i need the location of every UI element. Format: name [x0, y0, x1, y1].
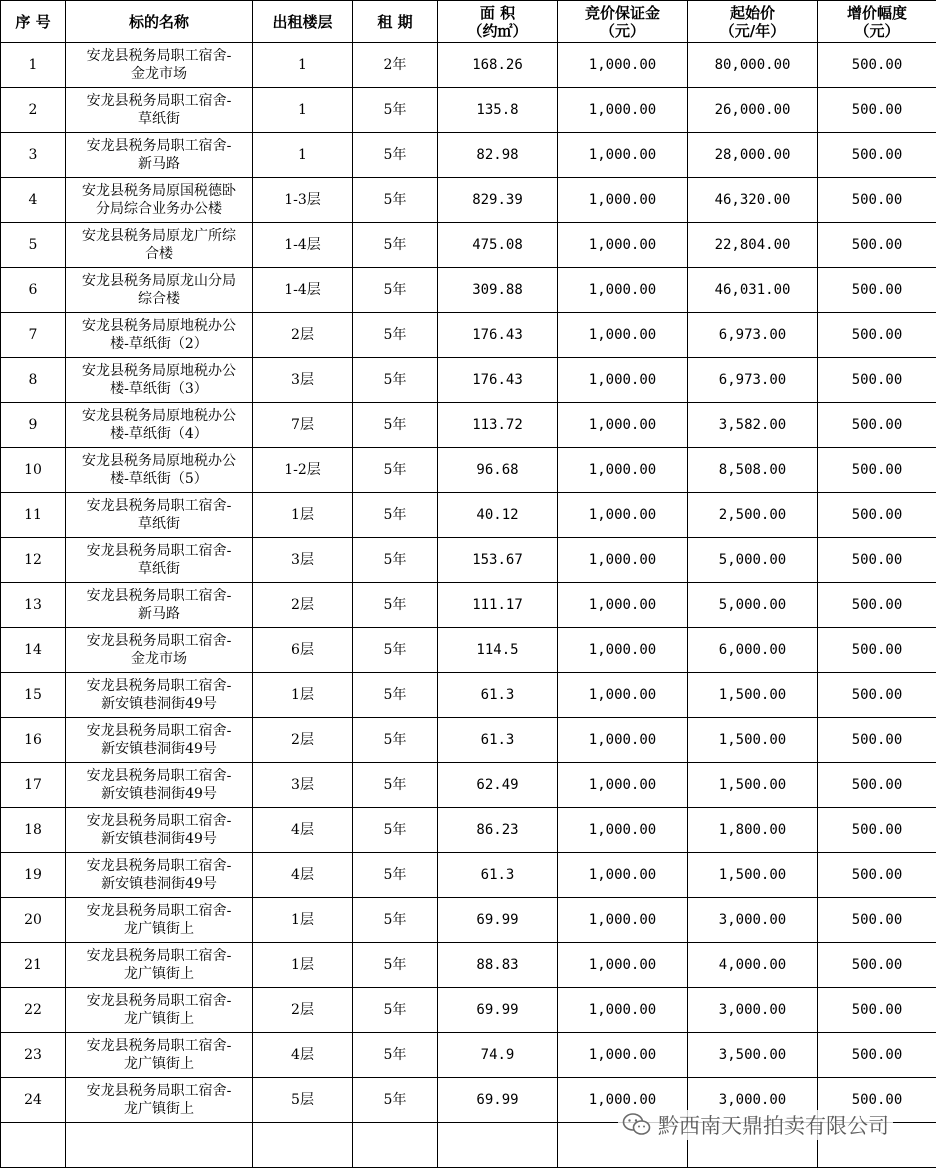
cell-term: 5年	[353, 583, 438, 628]
table-row	[1, 1033, 936, 1078]
header-start-line1: 起始价	[730, 4, 775, 22]
cell-name	[66, 898, 253, 943]
watermark-text: 黔西南天鼎拍卖有限公司	[658, 1110, 889, 1140]
cell-term: 5年	[353, 313, 438, 358]
header-floor: 出租楼层	[253, 1, 353, 43]
cell-start-price: 28,000.00	[688, 133, 818, 178]
cell-term: 5年	[353, 808, 438, 853]
lot-name-line1: 安龙县税务局职工宿舍-	[87, 813, 232, 829]
cell-deposit: 1,000.00	[558, 223, 688, 268]
lot-name-line1: 安龙县税务局职工宿舍-	[87, 498, 232, 514]
cell-increment: 500.00	[818, 898, 936, 943]
cell-deposit: 1,000.00	[558, 43, 688, 88]
header-seq: 序 号	[1, 1, 66, 43]
cell-increment: 500.00	[818, 718, 936, 763]
lot-name-line1: 安龙县税务局职工宿舍-	[87, 633, 232, 649]
cell-seq: 8	[1, 358, 66, 403]
cell-area: 168.26	[438, 43, 558, 88]
cell-name	[66, 448, 253, 493]
cell-name	[66, 1078, 253, 1123]
cell-seq: 12	[1, 538, 66, 583]
header-deposit-line2: （元）	[600, 22, 645, 40]
cell-increment: 500.00	[818, 178, 936, 223]
cell-seq: 20	[1, 898, 66, 943]
cell-deposit: 1,000.00	[558, 88, 688, 133]
lot-name-line2: 楼-草纸街（4）	[110, 426, 208, 442]
cell-deposit: 1,000.00	[558, 268, 688, 313]
cell-name	[66, 583, 253, 628]
table-row	[1, 898, 936, 943]
cell-seq: 2	[1, 88, 66, 133]
lot-name-line1: 安龙县税务局原国税德卧	[82, 183, 236, 199]
cell-seq: 5	[1, 223, 66, 268]
cell-floor: 6层	[253, 628, 353, 673]
cell-area: 69.99	[438, 1078, 558, 1123]
header-deposit-line1: 竞价保证金	[585, 4, 660, 22]
cell-term: 5年	[353, 133, 438, 178]
header-name: 标的名称	[66, 1, 253, 43]
header-area	[438, 1, 558, 43]
cell-start-price: 3,582.00	[688, 403, 818, 448]
cell-seq: 24	[1, 1078, 66, 1123]
cell-floor: 4层	[253, 853, 353, 898]
cell-name	[66, 403, 253, 448]
cell-name	[66, 628, 253, 673]
header-start-price	[688, 1, 818, 43]
cell-term: 2年	[353, 43, 438, 88]
lot-name-line1: 安龙县税务局职工宿舍-	[87, 93, 232, 109]
cell-area: 114.5	[438, 628, 558, 673]
table-row	[1, 673, 936, 718]
cell-deposit: 1,000.00	[558, 358, 688, 403]
header-increment	[818, 1, 936, 43]
lot-name-line2: 楼-草纸街（5）	[110, 471, 208, 487]
cell-name	[66, 268, 253, 313]
cell-name	[66, 1033, 253, 1078]
cell-deposit: 1,000.00	[558, 1078, 688, 1123]
cell-area: 309.88	[438, 268, 558, 313]
lot-name-line1: 安龙县税务局原地税办公	[82, 453, 236, 469]
cell-name	[66, 808, 253, 853]
cell-deposit: 1,000.00	[558, 898, 688, 943]
cell-deposit: 1,000.00	[558, 448, 688, 493]
lot-name-line1: 安龙县税务局职工宿舍-	[87, 723, 232, 739]
cell-increment: 500.00	[818, 448, 936, 493]
table-row	[1, 493, 936, 538]
cell-floor: 1层	[253, 943, 353, 988]
cell-name	[66, 43, 253, 88]
lot-name-line1: 安龙县税务局职工宿舍-	[87, 588, 232, 604]
cell-area: 153.67	[438, 538, 558, 583]
cell-increment: 500.00	[818, 1033, 936, 1078]
table-row	[1, 88, 936, 133]
cell-term: 5年	[353, 448, 438, 493]
header-inc-line1: 增价幅度	[847, 4, 907, 22]
lot-name-line1: 安龙县税务局原地税办公	[82, 318, 236, 334]
cell-start-price: 1,500.00	[688, 763, 818, 808]
cell-deposit: 1,000.00	[558, 403, 688, 448]
cell-name	[66, 133, 253, 178]
lot-name-line2: 金龙市场	[131, 66, 187, 82]
lot-name-line1: 安龙县税务局原地税办公	[82, 408, 236, 424]
cell-start-price: 26,000.00	[688, 88, 818, 133]
cell-area: 40.12	[438, 493, 558, 538]
cell-deposit: 1,000.00	[558, 538, 688, 583]
cell-deposit: 1,000.00	[558, 1033, 688, 1078]
table-row	[1, 403, 936, 448]
lot-name-line1: 安龙县税务局职工宿舍-	[87, 678, 232, 694]
cell-increment: 500.00	[818, 673, 936, 718]
cell-area: 829.39	[438, 178, 558, 223]
cell-seq: 10	[1, 448, 66, 493]
cell-area: 88.83	[438, 943, 558, 988]
cell-name	[66, 673, 253, 718]
cell-start-price: 1,500.00	[688, 853, 818, 898]
cell-term: 5年	[353, 853, 438, 898]
cell-increment: 500.00	[818, 493, 936, 538]
header-inc-line2: （元）	[854, 22, 899, 40]
table-row	[1, 718, 936, 763]
cell-start-price: 3,000.00	[688, 1078, 818, 1123]
cell-floor: 3层	[253, 358, 353, 403]
cell-area: 61.3	[438, 673, 558, 718]
lot-name-line1: 安龙县税务局职工宿舍-	[87, 1083, 232, 1099]
lot-name-line1: 安龙县税务局职工宿舍-	[87, 858, 232, 874]
lot-name-line2: 新安镇巷洞街49号	[101, 831, 217, 847]
cell-floor: 1层	[253, 493, 353, 538]
lot-name-line2: 草纸街	[138, 111, 180, 127]
cell-increment: 500.00	[818, 763, 936, 808]
lot-name-line2: 楼-草纸街（3）	[110, 381, 208, 397]
cell-area: 74.9	[438, 1033, 558, 1078]
table-row	[1, 358, 936, 403]
cell-term: 5年	[353, 673, 438, 718]
lot-name-line2: 龙广镇街上	[124, 1056, 194, 1072]
lot-name-line2: 楼-草纸街（2）	[110, 336, 208, 352]
cell-area: 475.08	[438, 223, 558, 268]
cell-term: 5年	[353, 178, 438, 223]
cell-area: 61.3	[438, 718, 558, 763]
cell-floor: 2层	[253, 583, 353, 628]
cell-deposit: 1,000.00	[558, 493, 688, 538]
lot-name-line2: 龙广镇街上	[124, 1101, 194, 1117]
cell-seq: 22	[1, 988, 66, 1033]
cell-increment: 500.00	[818, 853, 936, 898]
cell-term: 5年	[353, 628, 438, 673]
cell-floor: 5层	[253, 1078, 353, 1123]
table-row	[1, 268, 936, 313]
cell-start-price: 3,000.00	[688, 988, 818, 1033]
cell-deposit: 1,000.00	[558, 943, 688, 988]
cell-start-price: 6,000.00	[688, 628, 818, 673]
cell-seq: 21	[1, 943, 66, 988]
cell-name	[66, 988, 253, 1033]
cell-seq: 18	[1, 808, 66, 853]
table-row	[1, 538, 936, 583]
lot-name-line2: 综合楼	[138, 291, 180, 307]
table-row	[1, 808, 936, 853]
header-deposit	[558, 1, 688, 43]
cell-seq: 6	[1, 268, 66, 313]
cell-floor: 1层	[253, 673, 353, 718]
lot-name-line2: 新安镇巷洞街49号	[101, 741, 217, 757]
cell-start-price: 2,500.00	[688, 493, 818, 538]
cell-deposit: 1,000.00	[558, 988, 688, 1033]
lot-name-line1: 安龙县税务局职工宿舍-	[87, 543, 232, 559]
empty-cell	[66, 1123, 253, 1168]
cell-term: 5年	[353, 898, 438, 943]
cell-seq: 14	[1, 628, 66, 673]
cell-increment: 500.00	[818, 43, 936, 88]
table-row	[1, 853, 936, 898]
cell-start-price: 1,500.00	[688, 673, 818, 718]
cell-increment: 500.00	[818, 1078, 936, 1123]
cell-increment: 500.00	[818, 313, 936, 358]
cell-seq: 19	[1, 853, 66, 898]
table-body	[1, 43, 936, 1168]
cell-increment: 500.00	[818, 403, 936, 448]
cell-name	[66, 313, 253, 358]
table-row	[1, 43, 936, 88]
lot-name-line1: 安龙县税务局职工宿舍-	[87, 948, 232, 964]
cell-increment: 500.00	[818, 538, 936, 583]
cell-floor: 1-3层	[253, 178, 353, 223]
cell-seq: 4	[1, 178, 66, 223]
cell-term: 5年	[353, 88, 438, 133]
lot-name-line2: 龙广镇街上	[124, 921, 194, 937]
cell-deposit: 1,000.00	[558, 313, 688, 358]
cell-term: 5年	[353, 988, 438, 1033]
cell-term: 5年	[353, 358, 438, 403]
cell-area: 61.3	[438, 853, 558, 898]
cell-floor: 1	[253, 133, 353, 178]
cell-area: 176.43	[438, 313, 558, 358]
lot-name-line2: 金龙市场	[131, 651, 187, 667]
cell-increment: 500.00	[818, 988, 936, 1033]
lot-name-line2: 新安镇巷洞街49号	[101, 786, 217, 802]
cell-area: 62.49	[438, 763, 558, 808]
lot-name-line2: 合楼	[145, 246, 173, 262]
cell-floor: 3层	[253, 763, 353, 808]
lot-name-line2: 龙广镇街上	[124, 1011, 194, 1027]
cell-start-price: 46,031.00	[688, 268, 818, 313]
cell-deposit: 1,000.00	[558, 628, 688, 673]
cell-name	[66, 763, 253, 808]
table-row	[1, 178, 936, 223]
lot-name-line1: 安龙县税务局职工宿舍-	[87, 903, 232, 919]
lot-name-line1: 安龙县税务局原龙山分局	[82, 273, 236, 289]
cell-floor: 2层	[253, 313, 353, 358]
table-row	[1, 313, 936, 358]
cell-name	[66, 538, 253, 583]
lot-name-line2: 新安镇巷洞街49号	[101, 876, 217, 892]
cell-start-price: 8,508.00	[688, 448, 818, 493]
cell-name	[66, 493, 253, 538]
header-row	[1, 1, 936, 43]
cell-term: 5年	[353, 493, 438, 538]
empty-cell	[353, 1123, 438, 1168]
lot-name-line1: 安龙县税务局职工宿舍-	[87, 768, 232, 784]
cell-start-price: 1,800.00	[688, 808, 818, 853]
lot-name-line2: 新马路	[138, 606, 180, 622]
cell-deposit: 1,000.00	[558, 133, 688, 178]
cell-seq: 17	[1, 763, 66, 808]
lot-name-line1: 安龙县税务局原龙广所综	[82, 228, 236, 244]
cell-floor: 1-4层	[253, 268, 353, 313]
cell-increment: 500.00	[818, 808, 936, 853]
lot-name-line1: 安龙县税务局职工宿舍-	[87, 138, 232, 154]
cell-increment: 500.00	[818, 268, 936, 313]
lot-name-line1: 安龙县税务局职工宿舍-	[87, 48, 232, 64]
cell-floor: 3层	[253, 538, 353, 583]
cell-seq: 1	[1, 43, 66, 88]
cell-start-price: 4,000.00	[688, 943, 818, 988]
table-row	[1, 988, 936, 1033]
lot-name-line2: 草纸街	[138, 516, 180, 532]
cell-area: 135.8	[438, 88, 558, 133]
cell-term: 5年	[353, 943, 438, 988]
cell-deposit: 1,000.00	[558, 673, 688, 718]
cell-floor: 1	[253, 88, 353, 133]
cell-floor: 7层	[253, 403, 353, 448]
cell-seq: 23	[1, 1033, 66, 1078]
lot-name-line1: 安龙县税务局职工宿舍-	[87, 1038, 232, 1054]
cell-term: 5年	[353, 538, 438, 583]
cell-start-price: 5,000.00	[688, 583, 818, 628]
lot-name-line2: 草纸街	[138, 561, 180, 577]
cell-area: 96.68	[438, 448, 558, 493]
lot-name-line2: 龙广镇街上	[124, 966, 194, 982]
cell-floor: 2层	[253, 718, 353, 763]
cell-name	[66, 718, 253, 763]
cell-seq: 9	[1, 403, 66, 448]
empty-cell	[438, 1123, 558, 1168]
header-area-line2: （约㎡）	[467, 22, 527, 40]
cell-increment: 500.00	[818, 133, 936, 178]
cell-floor: 1层	[253, 898, 353, 943]
cell-name	[66, 178, 253, 223]
cell-name	[66, 88, 253, 133]
header-start-line2: （元/年）	[720, 22, 785, 40]
cell-area: 176.43	[438, 358, 558, 403]
cell-seq: 13	[1, 583, 66, 628]
cell-deposit: 1,000.00	[558, 583, 688, 628]
cell-seq: 16	[1, 718, 66, 763]
cell-term: 5年	[353, 403, 438, 448]
table-row	[1, 943, 936, 988]
cell-name	[66, 358, 253, 403]
cell-deposit: 1,000.00	[558, 853, 688, 898]
cell-area: 69.99	[438, 988, 558, 1033]
cell-start-price: 22,804.00	[688, 223, 818, 268]
table-row	[1, 223, 936, 268]
cell-deposit: 1,000.00	[558, 763, 688, 808]
empty-cell	[253, 1123, 353, 1168]
wechat-icon	[622, 1112, 652, 1138]
cell-area: 86.23	[438, 808, 558, 853]
cell-floor: 1	[253, 43, 353, 88]
cell-term: 5年	[353, 1078, 438, 1123]
cell-name	[66, 853, 253, 898]
cell-start-price: 5,000.00	[688, 538, 818, 583]
cell-floor: 2层	[253, 988, 353, 1033]
cell-start-price: 46,320.00	[688, 178, 818, 223]
cell-seq: 15	[1, 673, 66, 718]
cell-floor: 1-4层	[253, 223, 353, 268]
table-row	[1, 763, 936, 808]
table-row	[1, 448, 936, 493]
table-row	[1, 583, 936, 628]
cell-floor: 1-2层	[253, 448, 353, 493]
cell-seq: 11	[1, 493, 66, 538]
lot-name-line1: 安龙县税务局原地税办公	[82, 363, 236, 379]
cell-name	[66, 223, 253, 268]
cell-term: 5年	[353, 763, 438, 808]
cell-deposit: 1,000.00	[558, 178, 688, 223]
lot-name-line1: 安龙县税务局职工宿舍-	[87, 993, 232, 1009]
cell-increment: 500.00	[818, 628, 936, 673]
cell-name	[66, 943, 253, 988]
cell-increment: 500.00	[818, 223, 936, 268]
cell-area: 111.17	[438, 583, 558, 628]
cell-increment: 500.00	[818, 358, 936, 403]
cell-area: 82.98	[438, 133, 558, 178]
watermark	[618, 1110, 893, 1140]
cell-increment: 500.00	[818, 943, 936, 988]
cell-increment: 500.00	[818, 88, 936, 133]
cell-floor: 4层	[253, 808, 353, 853]
lot-name-line2: 新马路	[138, 156, 180, 172]
cell-area: 113.72	[438, 403, 558, 448]
cell-start-price: 3,000.00	[688, 898, 818, 943]
lot-name-line2: 新安镇巷洞街49号	[101, 696, 217, 712]
cell-seq: 3	[1, 133, 66, 178]
cell-term: 5年	[353, 223, 438, 268]
cell-start-price: 80,000.00	[688, 43, 818, 88]
header-term: 租 期	[353, 1, 438, 43]
cell-start-price: 6,973.00	[688, 358, 818, 403]
header-area-line1: 面 积	[480, 4, 515, 22]
cell-start-price: 6,973.00	[688, 313, 818, 358]
table-row	[1, 628, 936, 673]
cell-floor: 4层	[253, 1033, 353, 1078]
cell-deposit: 1,000.00	[558, 718, 688, 763]
cell-term: 5年	[353, 718, 438, 763]
lot-name-line2: 分局综合业务办公楼	[96, 201, 222, 217]
cell-seq: 7	[1, 313, 66, 358]
cell-area: 69.99	[438, 898, 558, 943]
cell-increment: 500.00	[818, 583, 936, 628]
table-row	[1, 133, 936, 178]
cell-deposit: 1,000.00	[558, 808, 688, 853]
cell-term: 5年	[353, 268, 438, 313]
cell-start-price: 1,500.00	[688, 718, 818, 763]
cell-term: 5年	[353, 1033, 438, 1078]
empty-cell	[1, 1123, 66, 1168]
cell-start-price: 3,500.00	[688, 1033, 818, 1078]
